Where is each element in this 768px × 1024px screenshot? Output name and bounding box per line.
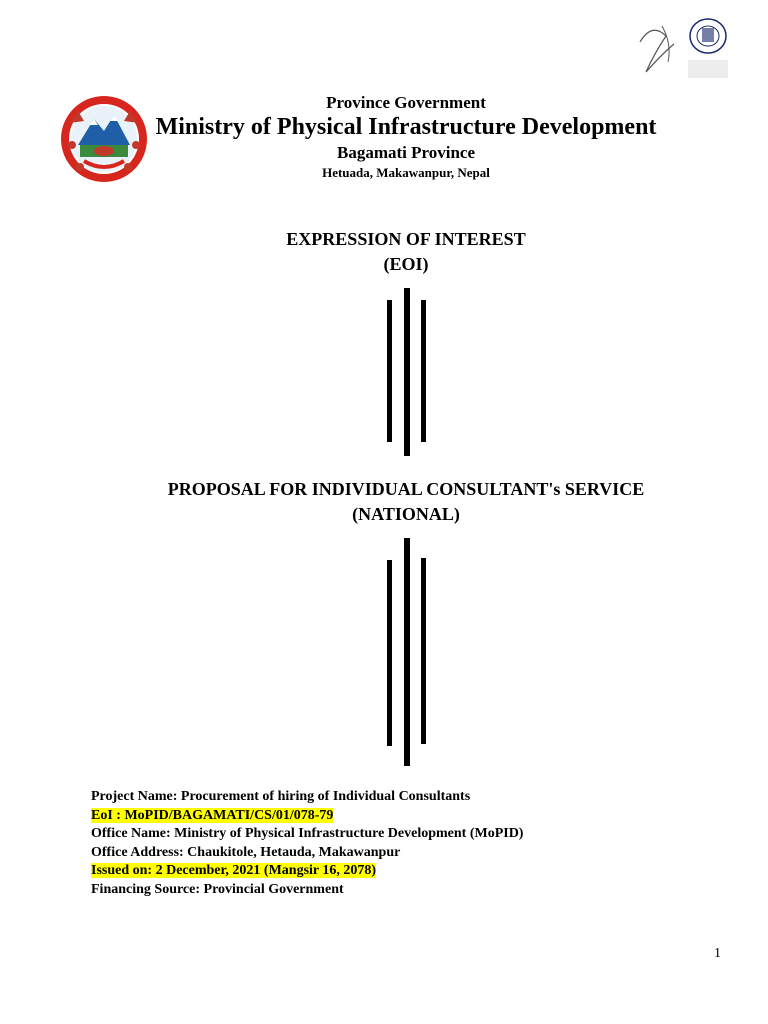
decorative-bars-upper — [383, 288, 433, 458]
financing-source: Financing Source: Provincial Government — [91, 881, 344, 897]
eoi-title: EXPRESSION OF INTEREST — [286, 229, 526, 249]
office-name: Office Name: Ministry of Physical Infrastructure Development (MoPID) — [91, 826, 524, 841]
proposal-scope: (NATIONAL) — [352, 504, 460, 524]
project-name: Project Name: Procurement of hiring of Individual Consultants — [91, 789, 471, 804]
issued-on: Issued on: 2 December, 2021 (Mangsir 16, 2078) — [91, 863, 377, 878]
project-details — [91, 788, 523, 899]
eoi-abbrev: (EOI) — [383, 254, 429, 274]
decorative-bars-lower — [383, 538, 433, 768]
province-government-heading: Province Government — [326, 93, 486, 112]
address-heading: Hetuada, Makawanpur, Nepal — [322, 165, 490, 180]
eoi-number: EoI : MoPID/BAGAMATI/CS/01/078-79 — [91, 807, 334, 823]
signature-stamp-icon — [632, 14, 732, 84]
page-number: 1 — [714, 946, 721, 961]
province-heading: Bagamati Province — [336, 143, 476, 162]
ministry-heading: Ministry of Physical Infrastructure Development — [155, 114, 657, 140]
proposal-title: PROPOSAL FOR INDIVIDUAL CONSULTANT's SERVICE — [167, 479, 645, 499]
office-address: Office Address: Chaukitole, Hetauda, Makawanpur — [91, 844, 401, 860]
